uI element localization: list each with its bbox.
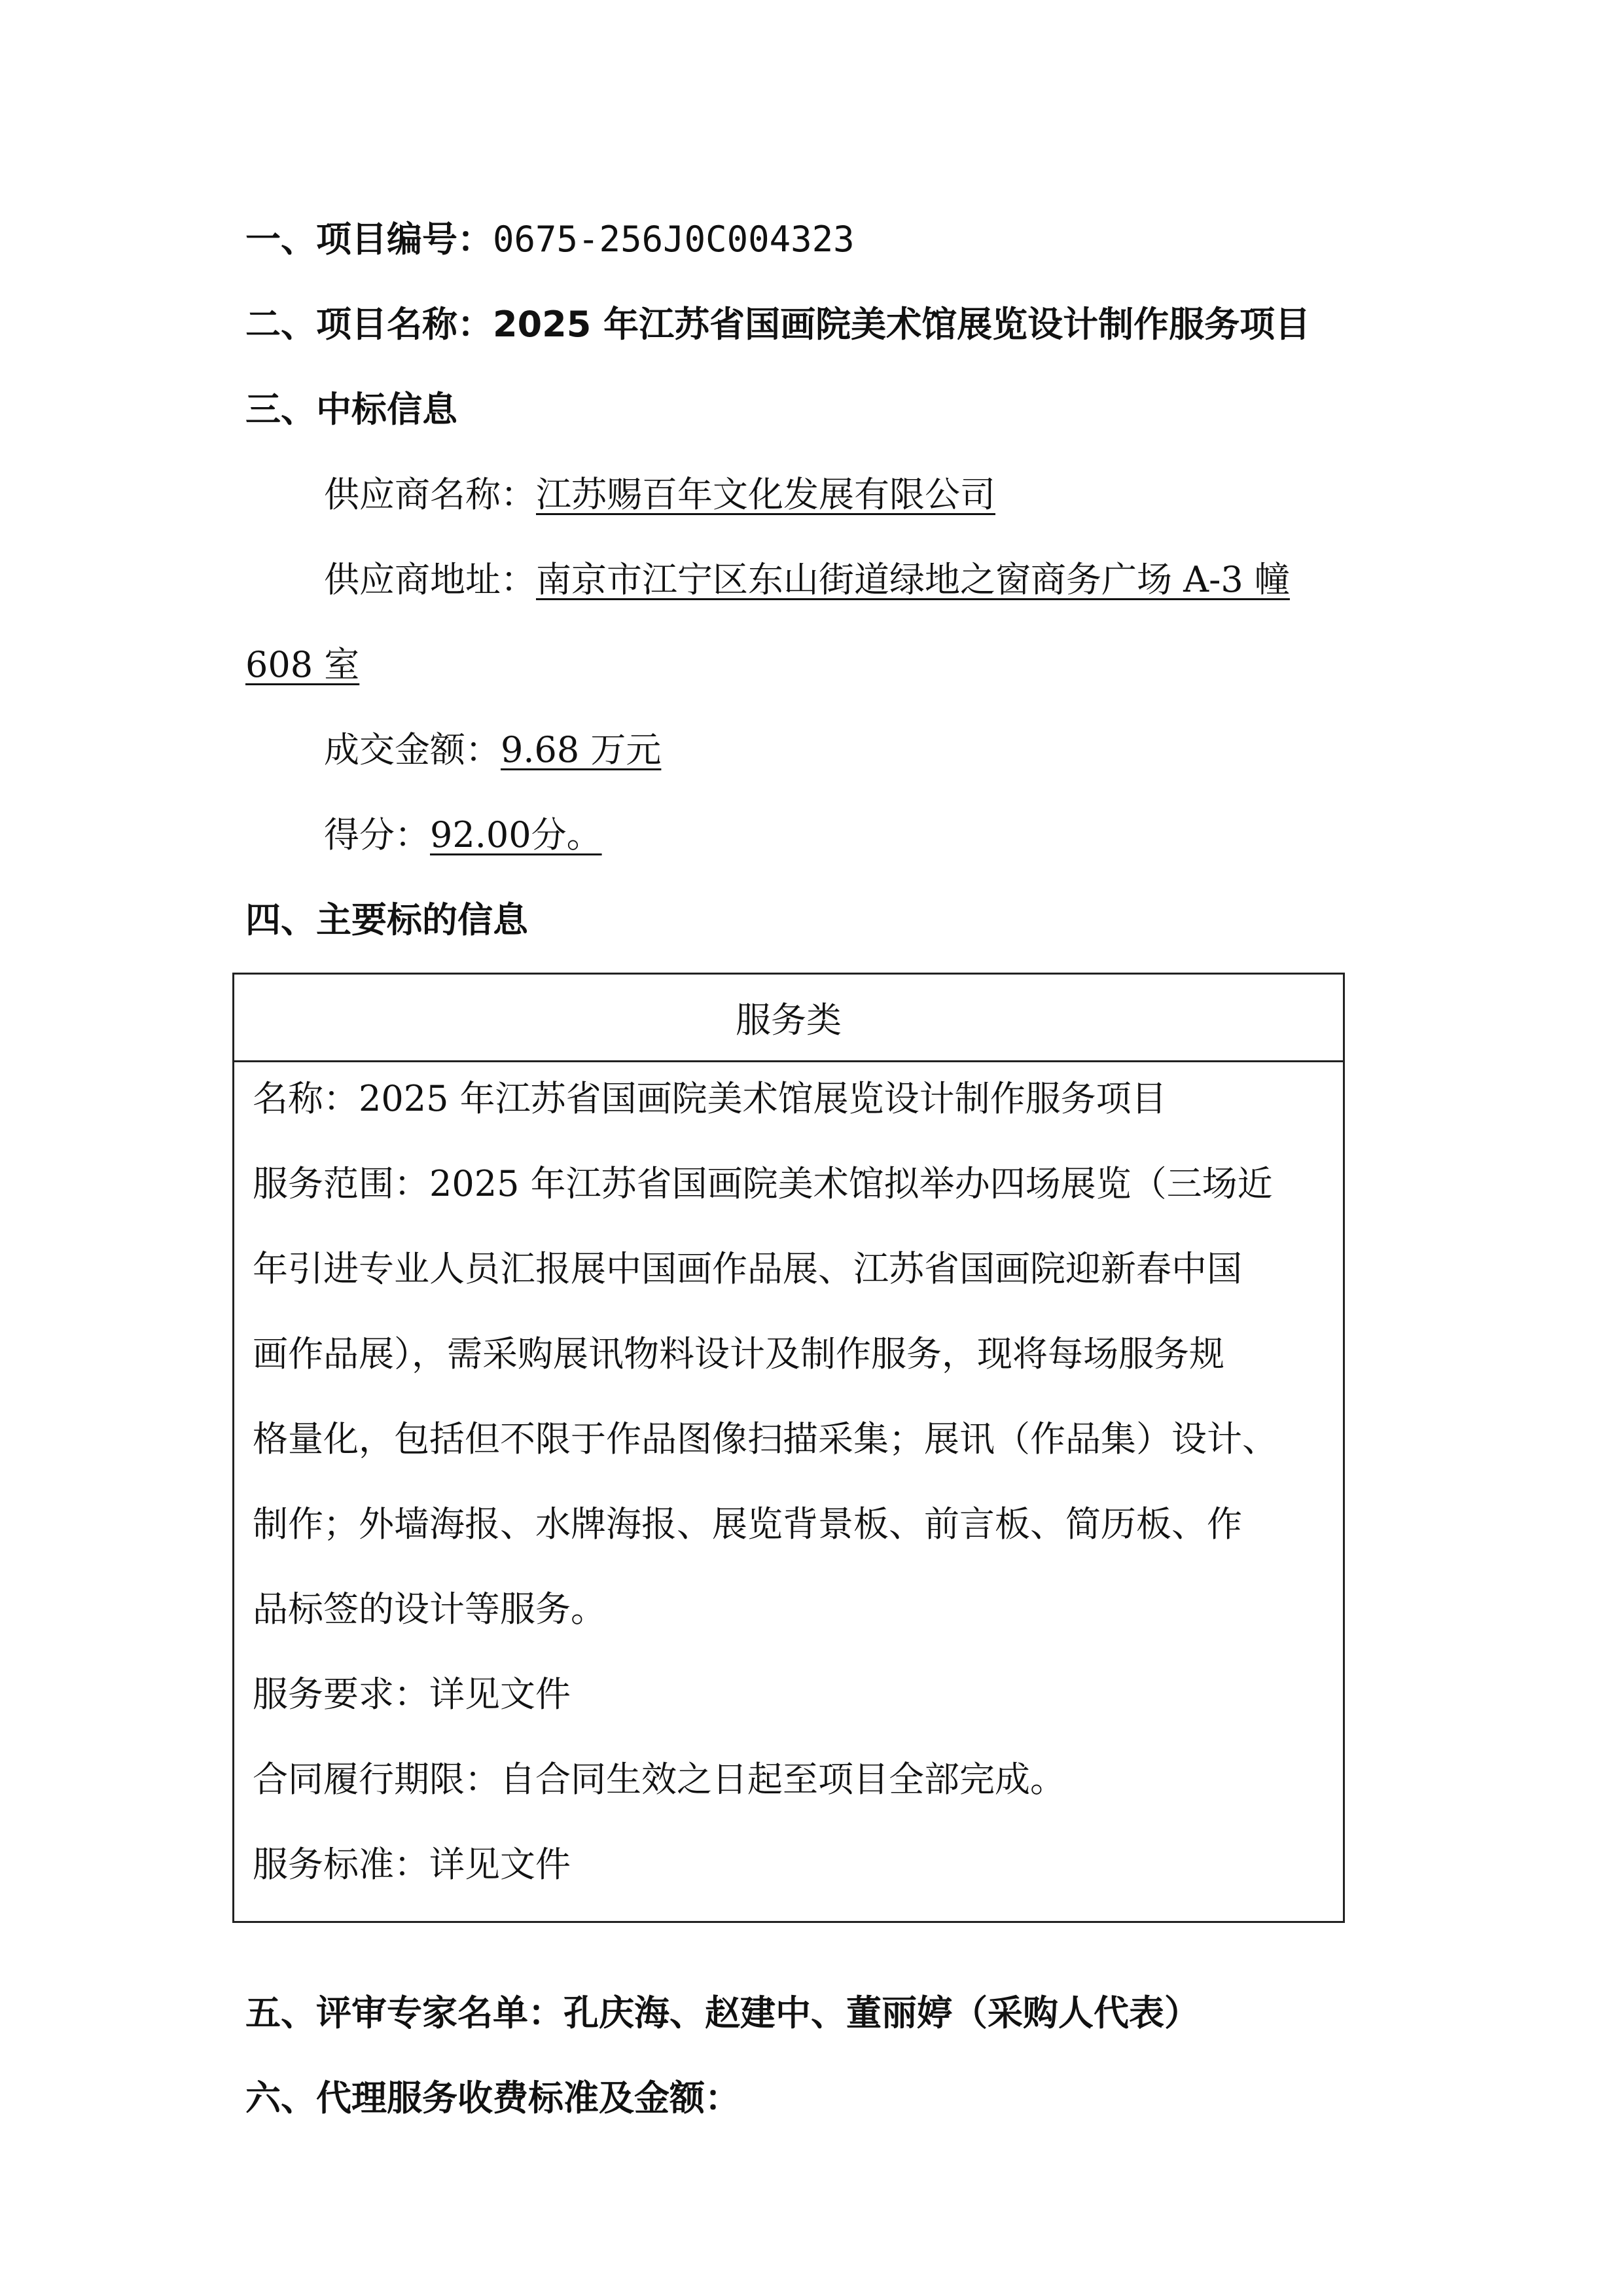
- supplier-address-value-line2: 608 室: [245, 644, 360, 685]
- deal-amount-row: [324, 724, 661, 776]
- award-info-heading: 三、中标信息: [245, 389, 457, 430]
- supplier-address-row: [324, 554, 1290, 606]
- table-line-scope-4: 格量化，包括但不限于作品图像扫描采集；展讯（作品集）设计、: [253, 1418, 1277, 1460]
- project-number-label: 一、项目编号：: [245, 219, 493, 260]
- score-label: 得分：: [324, 814, 430, 855]
- supplier-address-label: 供应商地址：: [324, 559, 536, 600]
- project-name-label: 二、项目名称：: [245, 304, 493, 345]
- section-5-review-experts: [245, 1987, 1200, 2039]
- supplier-address-row-continued: [245, 639, 359, 691]
- section-4-main-subject: [245, 894, 528, 946]
- table-line-requirements: 服务要求：详见文件: [253, 1674, 571, 1715]
- subject-info-table: [232, 973, 1345, 1923]
- score-row: [324, 809, 602, 861]
- supplier-name-row: [324, 469, 995, 521]
- project-number-value: 0675-256J0C004323: [493, 219, 855, 260]
- table-line-scope-6: 品标签的设计等服务。: [253, 1588, 606, 1630]
- table-line-scope-2: 年引进专业人员汇报展中国画作品展、江苏省国画院迎新春中国: [253, 1248, 1242, 1289]
- section-6-agency-fee: [245, 2072, 740, 2125]
- project-name-value: 2025 年江苏省国画院美术馆展览设计制作服务项目: [493, 304, 1311, 345]
- main-subject-heading: 四、主要标的信息: [245, 899, 528, 941]
- table-header-cell: [234, 975, 1343, 1062]
- agency-fee-heading: 六、代理服务收费标准及金额：: [245, 2077, 740, 2119]
- table-line-scope-5: 制作；外墙海报、水牌海报、展览背景板、前言板、简历板、作: [253, 1503, 1242, 1545]
- score-value: 92.00分。: [430, 814, 602, 855]
- table-line-standards: 服务标准：详见文件: [253, 1844, 571, 1885]
- supplier-address-value-line1: 南京市江宁区东山街道绿地之窗商务广场 A-3 幢: [536, 559, 1290, 600]
- supplier-name-value: 江苏赐百年文化发展有限公司: [536, 474, 995, 515]
- section-1-project-number: [245, 213, 855, 266]
- section-3-award-info: [245, 384, 457, 436]
- table-line-contract-period: 合同履行期限：自合同生效之日起至项目全部完成。: [253, 1759, 1065, 1800]
- deal-amount-label: 成交金额：: [324, 729, 501, 770]
- table-line-name: 名称：2025 年江苏省国画院美术馆展览设计制作服务项目: [253, 1078, 1167, 1119]
- review-experts-text: 五、评审专家名单：孔庆海、赵建中、董丽婷（采购人代表）: [245, 1992, 1200, 2034]
- table-header-text: 服务类: [736, 999, 842, 1041]
- table-line-scope-3: 画作品展），需采购展讯物料设计及制作服务，现将每场服务规: [253, 1333, 1224, 1374]
- supplier-name-label: 供应商名称：: [324, 474, 536, 515]
- table-line-scope-1: 服务范围：2025 年江苏省国画院美术馆拟举办四场展览（三场近: [253, 1163, 1273, 1204]
- section-2-project-name: [245, 298, 1310, 351]
- deal-amount-value: 9.68 万元: [501, 729, 662, 770]
